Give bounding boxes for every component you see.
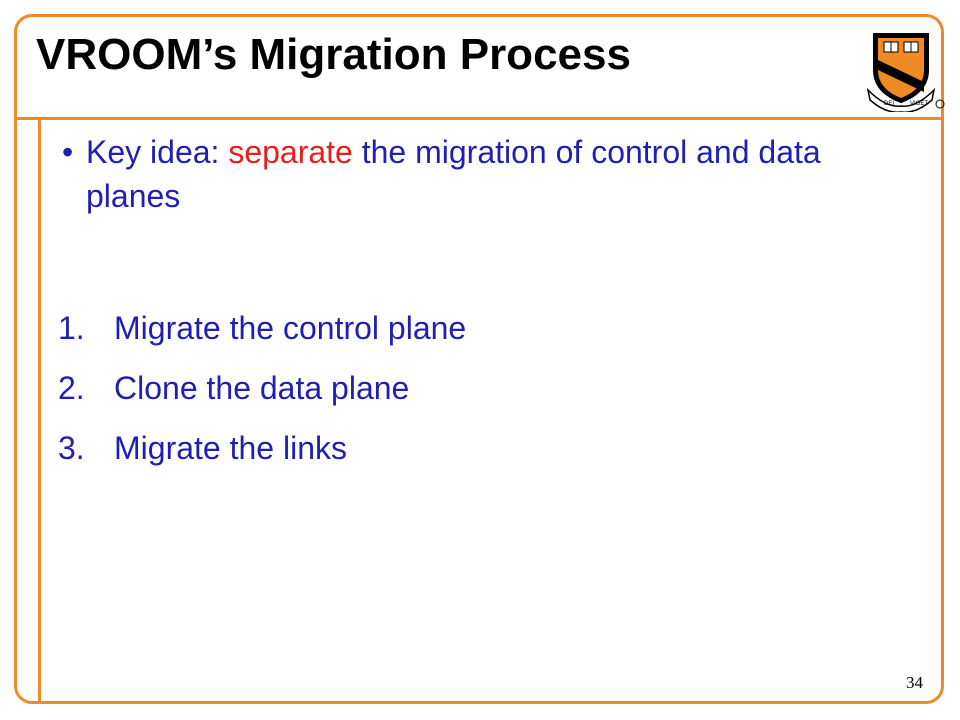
step-label: Migrate the links — [114, 430, 347, 466]
slide-title: VROOM’s Migration Process — [36, 30, 631, 79]
page-number: 34 — [906, 673, 923, 692]
steps-list — [58, 306, 758, 486]
step-label: Migrate the control plane — [114, 310, 467, 346]
key-idea-bullet — [62, 130, 882, 218]
step-number: 2. — [58, 370, 85, 406]
left-divider — [38, 117, 41, 704]
svg-text:VIGET: VIGET — [910, 101, 929, 107]
bullet-text — [62, 130, 882, 218]
step-item — [58, 306, 758, 366]
bullet-suffix: the migration of control and data planes — [86, 134, 821, 214]
step-number: 1. — [58, 310, 85, 346]
title-divider — [17, 117, 944, 120]
princeton-shield-icon — [866, 30, 950, 112]
svg-text:DEI: DEI — [884, 101, 895, 107]
step-label: Clone the data plane — [114, 370, 410, 406]
bullet-highlight: separate — [228, 134, 353, 170]
bullet-marker: • — [62, 134, 74, 170]
step-number: 3. — [58, 430, 85, 466]
step-item — [58, 426, 758, 486]
step-item — [58, 366, 758, 426]
bullet-prefix: Key idea: — [86, 134, 229, 170]
